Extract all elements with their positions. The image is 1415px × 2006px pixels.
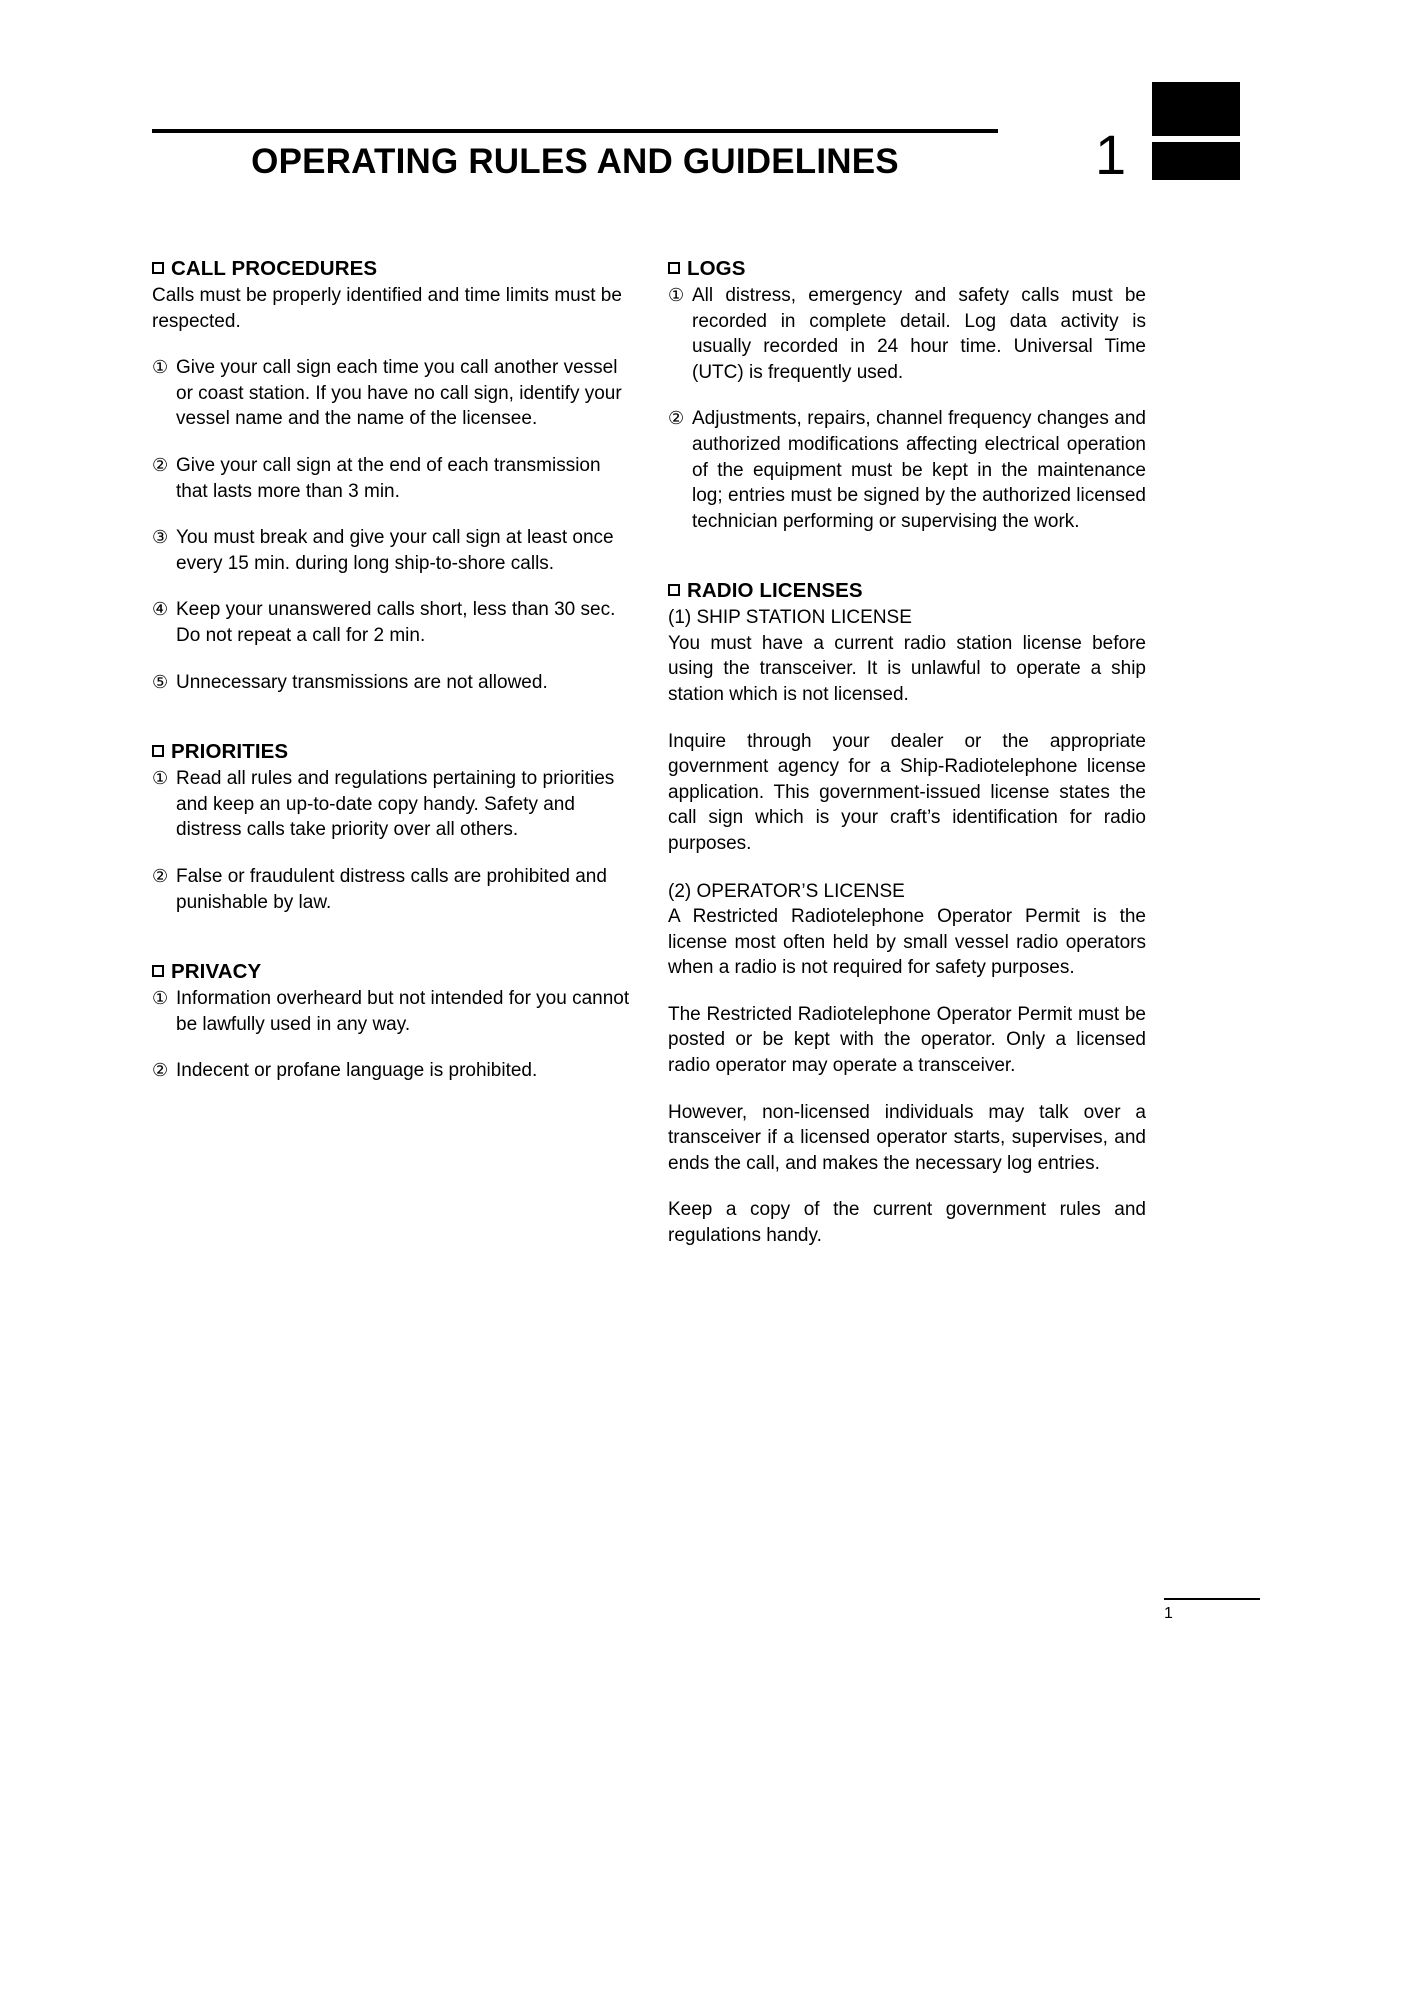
paragraph-call-procedures-intro: Calls must be properly identified and time limits must be respected. — [152, 285, 622, 332]
list-marker: ① — [152, 357, 169, 378]
list-item-text: Adjustments, repairs, channel frequency changes and authorized modifications affecting electrical operation of the equipment must be kept in the maintenance log; entries must be signed by the authorized licensed technician performing or supervising the work. — [692, 408, 1146, 532]
section-logs — [668, 256, 1146, 534]
section-spacer — [152, 915, 630, 959]
list-item-text: Give your call sign each time you call another vessel or coast station. If you have no call sign, identify your vessel name and the name of the licensee. — [176, 357, 622, 430]
chapter-number: 1 — [1095, 123, 1127, 186]
chapter-tab-marker — [1152, 82, 1240, 180]
section-priorities — [152, 739, 630, 915]
subheading-ship-station-license: (1) SHIP STATION LICENSE — [668, 607, 912, 629]
list-item — [152, 864, 630, 915]
section-spacer — [668, 534, 1146, 578]
list-marker: ② — [152, 1060, 169, 1081]
footer-divider-rule — [1164, 1598, 1260, 1600]
list-marker: ③ — [152, 527, 169, 548]
list-item — [152, 986, 630, 1037]
list-item-text: Read all rules and regulations pertaining to priorities and keep an up-to-date copy handy. Safety and distress calls take priority over all others. — [176, 768, 615, 841]
list-marker: ① — [152, 768, 169, 789]
right-column — [668, 256, 1146, 1249]
list-item-text: All distress, emergency and safety calls must be recorded in complete detail. Log data activity is usually recorded in 24 hour time. Universal Time (UTC) is frequently used. — [692, 285, 1146, 383]
list-item-text: You must break and give your call sign at least once every 15 min. during long ship-to-shore calls. — [176, 527, 614, 574]
section-heading-text: PRIVACY — [171, 960, 262, 984]
paragraph-operators-license-1: A Restricted Radiotelephone Operator Permit is the license most often held by small vessel radio operators when a radio is not required for safety purposes. — [668, 906, 1146, 979]
list-item-text: False or fraudulent distress calls are prohibited and punishable by law. — [176, 865, 607, 913]
list-item — [152, 670, 630, 696]
list-marker: ② — [152, 454, 169, 475]
page-number: 1 — [1164, 1605, 1173, 1622]
section-heading-text: PRIORITIES — [171, 740, 289, 764]
section-call-procedures — [152, 256, 630, 695]
list-item-text: Information overheard but not intended for you cannot be lawfully used in any way. — [176, 988, 630, 1035]
square-bullet-icon — [152, 745, 164, 757]
section-heading-priorities — [152, 739, 630, 765]
list-item — [152, 355, 630, 432]
list-item — [668, 283, 1146, 385]
list-item-text: Indecent or profane language is prohibited. — [176, 1060, 538, 1082]
list-marker: ② — [668, 408, 685, 429]
list-item — [152, 766, 630, 843]
list-item-text: Give your call sign at the end of each transmission that lasts more than 3 min. — [176, 454, 601, 502]
paragraph-operators-license-4: Keep a copy of the current government rules and regulations handy. — [668, 1199, 1146, 1247]
section-heading-text: RADIO LICENSES — [687, 579, 863, 603]
section-heading-privacy — [152, 959, 630, 985]
list-item — [152, 525, 630, 576]
list-marker: ⑤ — [152, 671, 169, 692]
list-item — [668, 406, 1146, 534]
section-spacer — [152, 695, 630, 739]
chapter-tab-block-top — [1152, 82, 1240, 136]
list-marker: ① — [152, 988, 169, 1009]
list-item — [152, 1058, 630, 1084]
list-item — [152, 453, 630, 504]
chapter-tab-block-bottom — [1152, 142, 1240, 180]
title-divider-rule — [152, 129, 998, 133]
list-item-text: Keep your unanswered calls short, less than 30 sec. Do not repeat a call for 2 min. — [176, 599, 616, 646]
section-heading-text: CALL PROCEDURES — [171, 257, 378, 280]
square-bullet-icon — [668, 584, 680, 596]
section-privacy — [152, 959, 630, 1084]
subsection-spacer — [668, 857, 1146, 879]
paragraph-operators-license-2: The Restricted Radiotelephone Operator Permit must be posted or be kept with the operator. Only a licensed radio operator may operate a transceiver. — [668, 1003, 1146, 1077]
section-heading-radio-licenses — [668, 578, 1146, 604]
list-marker: ④ — [152, 599, 169, 620]
page-header — [0, 0, 1415, 200]
page-title: OPERATING RULES AND GUIDELINES — [251, 142, 899, 181]
section-radio-licenses — [668, 578, 1146, 1248]
square-bullet-icon — [668, 262, 680, 274]
square-bullet-icon — [152, 965, 164, 977]
section-heading-logs — [668, 256, 1146, 282]
list-item — [152, 597, 630, 648]
paragraph-ship-station-2: Inquire through your dealer or the appropriate government agency for a Ship-Radiotelephone license application. This government-issued license states the call sign which is your craft’s identification for radio purposes. — [668, 730, 1146, 854]
square-bullet-icon — [152, 262, 164, 274]
list-marker: ② — [152, 865, 169, 886]
left-column — [152, 256, 630, 1084]
section-heading-call-procedures — [152, 256, 630, 282]
list-item-text: Unnecessary transmissions are not allowed. — [176, 671, 548, 693]
subheading-operators-license: (2) OPERATOR’S LICENSE — [668, 880, 905, 902]
section-heading-text: LOGS — [687, 257, 746, 280]
paragraph-operators-license-3: However, non-licensed individuals may talk over a transceiver if a licensed operator starts, supervises, and ends the call, and makes the necessary log entries. — [668, 1101, 1146, 1174]
list-marker: ① — [668, 285, 685, 305]
paragraph-ship-station-1: You must have a current radio station license before using the transceiver. It is unlawful to operate a ship station which is not licensed. — [668, 632, 1146, 706]
